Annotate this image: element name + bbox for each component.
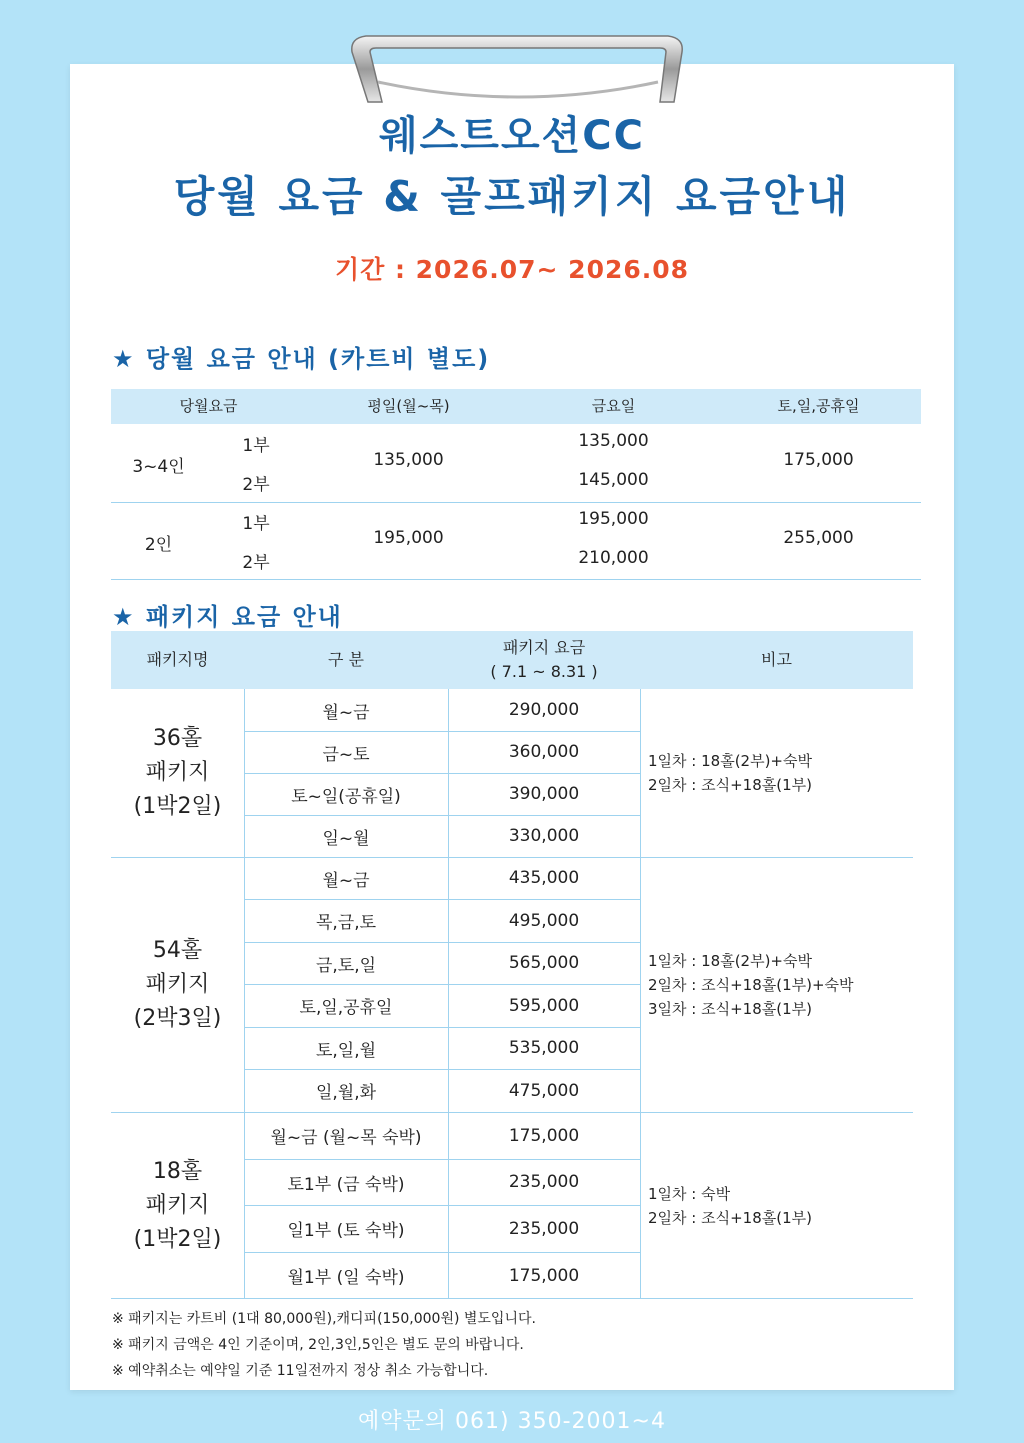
package-price: 475,000 [508, 1080, 580, 1101]
note-line: 1일차 : 18홀(2부)+숙박 [648, 752, 812, 770]
package-holes: 54홀 [152, 937, 203, 963]
package-type: 월~금 [322, 702, 370, 723]
note-line: 1일차 : 18홀(2부)+숙박 [648, 951, 812, 970]
note-line: 3일차 : 조식+18홀(1부) [648, 999, 812, 1018]
package-name-54 [111, 857, 244, 1112]
package-type: 일~월 [322, 828, 370, 849]
col-header-price [448, 631, 640, 689]
friday-price: 195,000 [578, 509, 649, 529]
footnote: ※ 예약취소는 예약일 기준 11일전까지 정상 취소 가능합니다. [112, 1363, 489, 1379]
package-price: 565,000 [508, 953, 580, 973]
package-duration: (2박3일) [133, 1005, 222, 1031]
package-note [648, 857, 913, 1112]
row-divider [111, 579, 921, 580]
weekend-price: 255,000 [783, 528, 854, 548]
monthly-rate-header [111, 389, 921, 424]
package-rate-heading: ★ 패키지 요금 안내 [112, 603, 343, 631]
package-name-18 [111, 1112, 244, 1299]
package-price: 390,000 [508, 784, 580, 804]
col-header-monthly: 당월요금 [179, 397, 238, 415]
col-header-weekend: 토,일,공휴일 [777, 397, 860, 415]
group-label: 2인 [144, 535, 173, 555]
package-price: 175,000 [508, 1265, 580, 1286]
package-label: 패키지 [145, 971, 210, 997]
weekday-price: 195,000 [373, 528, 444, 548]
group-label: 3~4인 [132, 457, 185, 477]
col-header-note: 비고 [761, 650, 792, 669]
package-name-36 [111, 689, 244, 857]
col-header-price-line2: ( 7.1 ~ 8.31 ) [490, 662, 598, 681]
col-header-price-line1: 패키지 요금 [502, 638, 586, 657]
package-price: 595,000 [508, 995, 580, 1016]
footnote: ※ 패키지는 카트비 (1대 80,000원),캐디피(150,000원) 별도입니다. [112, 1311, 536, 1327]
package-type: 금~토 [322, 744, 370, 765]
package-label: 패키지 [145, 760, 210, 785]
note-line: 2일차 : 조식+18홀(1부) [648, 776, 812, 794]
package-holes: 36홀 [152, 726, 203, 751]
part-label: 1부 [242, 514, 270, 534]
col-divider [640, 689, 641, 1299]
package-price: 330,000 [508, 826, 580, 846]
part-label: 2부 [242, 553, 270, 573]
package-price: 360,000 [508, 742, 580, 762]
friday-price: 135,000 [578, 431, 649, 451]
package-price: 435,000 [508, 868, 580, 888]
col-header-type: 구 분 [328, 650, 364, 669]
package-type: 일,월,화 [315, 1083, 377, 1103]
package-label: 패키지 [145, 1192, 210, 1218]
package-type: 월~금 [322, 870, 370, 891]
col-header-friday: 금요일 [591, 397, 636, 415]
row-divider [111, 502, 921, 503]
package-rate-table [111, 631, 913, 1299]
package-type: 금,토,일 [315, 955, 377, 976]
footnote: ※ 패키지 금액은 4인 기준이며, 2인,3인,5인은 별도 문의 바랍니다. [112, 1337, 524, 1353]
package-type: 토,일,월 [315, 1040, 377, 1061]
package-type: 토,일,공휴일 [299, 998, 393, 1018]
table-bottom-border [111, 1298, 913, 1299]
package-type: 토~일(공휴일) [291, 786, 401, 807]
package-type: 토1부 (금 숙박) [287, 1174, 405, 1195]
col-header-package-name: 패키지명 [146, 650, 209, 669]
friday-price: 145,000 [578, 470, 649, 490]
weekend-price: 175,000 [783, 450, 854, 470]
package-type: 월~금 (월~목 숙박) [270, 1128, 422, 1148]
page-subtitle: 당월 요금 & 골프패키지 요금안내 [173, 172, 851, 221]
package-price: 290,000 [508, 700, 580, 720]
package-duration: (1박2일) [133, 1226, 222, 1252]
part-label: 2부 [242, 475, 270, 495]
friday-price: 210,000 [578, 548, 649, 568]
package-duration: (1박2일) [133, 794, 222, 819]
package-price: 235,000 [508, 1218, 580, 1239]
package-price: 495,000 [508, 910, 580, 931]
package-rate-header [111, 631, 913, 689]
package-price: 235,000 [508, 1172, 580, 1192]
package-note [648, 689, 913, 857]
package-price: 175,000 [508, 1125, 580, 1146]
col-header-weekday: 평일(월~목) [367, 397, 450, 415]
package-note [648, 1112, 913, 1299]
package-type: 월1부 (일 숙박) [287, 1268, 405, 1288]
page-title: 웨스트오션CC [379, 113, 645, 159]
period-label: 기간 : 2026.07~ 2026.08 [334, 255, 690, 284]
package-type: 목,금,토 [315, 913, 377, 933]
monthly-rate-heading: ★ 당월 요금 안내 (카트비 별도) [112, 345, 491, 373]
reservation-contact: 예약문의 061) 350-2001~4 [358, 1409, 666, 1434]
package-holes: 18홀 [152, 1158, 203, 1184]
package-price: 535,000 [508, 1038, 580, 1058]
weekday-price: 135,000 [373, 450, 444, 470]
part-label: 1부 [242, 436, 270, 456]
note-line: 2일차 : 조식+18홀(1부) [648, 1208, 812, 1227]
package-type: 일1부 (토 숙박) [287, 1221, 405, 1241]
note-line: 2일차 : 조식+18홀(1부)+숙박 [648, 975, 854, 994]
note-line: 1일차 : 숙박 [648, 1184, 731, 1203]
